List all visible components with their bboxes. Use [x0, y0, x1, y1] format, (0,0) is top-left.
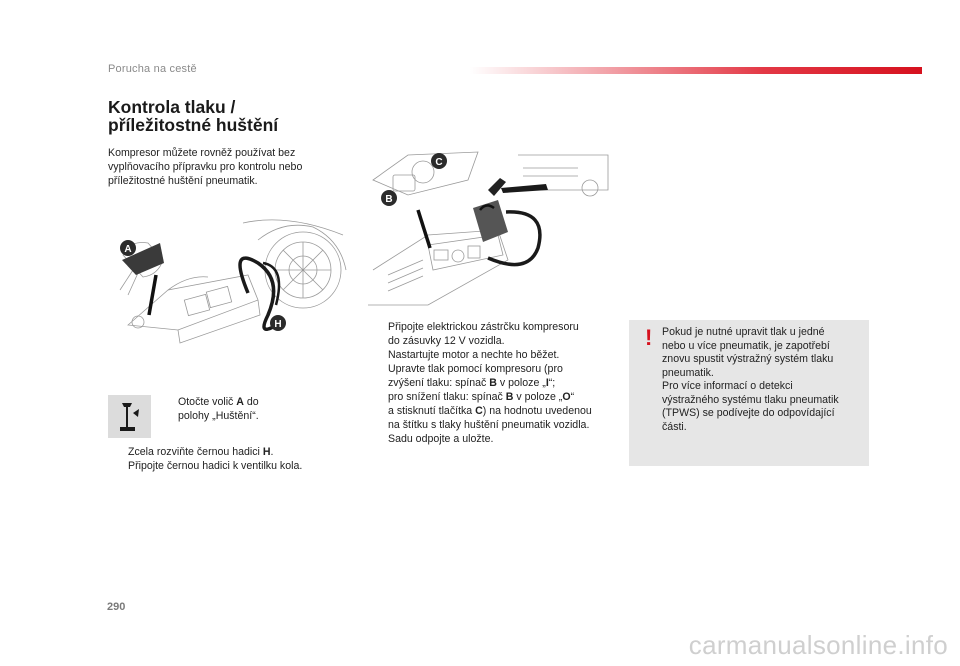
list-item — [368, 320, 592, 348]
list-item — [368, 362, 592, 432]
callout-a-label: A — [124, 244, 132, 255]
callout-h-label: H — [274, 319, 282, 330]
step-text: Zcela rozviňte černou hadici — [128, 446, 263, 458]
intro-line: Kompresor můžete rovněž používat bez — [108, 147, 296, 159]
header-accent-bar — [470, 67, 922, 74]
warning-line: výstražného systému tlaku pneumatik — [662, 393, 839, 406]
step-text: ) na hodnotu uvedenou — [482, 405, 592, 417]
hose-instructions — [108, 445, 302, 473]
ref-c: C — [475, 405, 483, 417]
step-text: Sadu odpojte a uložte. — [388, 433, 494, 445]
warning-icon: ! — [645, 325, 653, 350]
step-text: na štítku s tlaky huštění pneumatik vozidla. — [388, 419, 590, 431]
ref-h: H — [262, 446, 271, 458]
warning-line: (TPWS) se podívejte do odpovídající — [662, 407, 835, 419]
step-text: do zásuvky 12 V vozidla. — [388, 335, 505, 347]
dial-text: do — [243, 396, 259, 408]
intro-line: příležitostné huštění pneumatik. — [108, 175, 258, 187]
dial-text: Otočte volič — [178, 396, 237, 408]
inflate-mode-icon — [108, 395, 151, 438]
list-item — [108, 445, 302, 459]
compressor-instructions — [368, 320, 592, 446]
step-text: pro snížení tlaku: spínač — [388, 391, 506, 403]
step-text: zvýšení tlaku: spínač — [388, 377, 490, 389]
step-text: a stisknutí tlačítka — [388, 405, 476, 417]
ref-o: O — [562, 391, 571, 403]
dial-instruction — [158, 395, 259, 423]
dial-ref-a: A — [236, 396, 244, 408]
intro-line: vyplňovacího přípravku pro kontrolu nebo — [108, 161, 303, 173]
page-title — [108, 98, 348, 134]
list-item — [368, 432, 592, 446]
step-text: v poloze „ — [513, 391, 563, 403]
page-title-line-2: příležitostné huštění — [108, 115, 279, 135]
step-text: “ — [570, 391, 575, 403]
warning-note — [629, 320, 869, 466]
step-text: Nastartujte motor a nechte ho běžet. — [388, 349, 560, 361]
step-text: Upravte tlak pomocí kompresoru (pro — [388, 363, 563, 375]
compressor-socket-illustration — [368, 150, 610, 310]
step-text: Připojte černou hadici k ventilku kola. — [128, 460, 303, 472]
ref-b: B — [489, 377, 497, 389]
list-item — [158, 395, 259, 423]
warning-line: Pro více informací o detekci — [662, 380, 793, 392]
watermark: carmanualsonline.info — [688, 630, 948, 660]
compressor-hose-illustration — [108, 215, 348, 345]
intro-paragraph — [108, 146, 343, 188]
list-item — [368, 348, 592, 362]
warning-line: znovu spustit výstražný systém tlaku — [662, 353, 834, 365]
warning-line: Pokud je nutné upravit tlak u jedné — [662, 326, 825, 338]
step-text: v poloze „ — [496, 377, 546, 389]
ref-b: B — [505, 391, 514, 403]
warning-line: pneumatik. — [662, 366, 714, 379]
callout-h — [270, 315, 286, 331]
callout-c — [431, 153, 447, 169]
warning-text — [662, 326, 862, 434]
list-item — [108, 459, 302, 473]
page-number: 290 — [107, 601, 126, 613]
step-text: “; — [548, 377, 556, 389]
page-title-line-1: Kontrola tlaku / — [108, 97, 236, 117]
warning-line: části. — [662, 420, 687, 433]
dial-text: polohy „Huštění“. — [178, 410, 259, 422]
callout-b-label: B — [385, 194, 393, 205]
callout-c-label: C — [435, 157, 443, 168]
warning-line: nebo u více pneumatik, je zapotřebí — [662, 339, 830, 352]
callout-b — [381, 190, 397, 206]
running-header: Porucha na cestě — [108, 63, 197, 75]
step-text: . — [270, 446, 274, 458]
callout-a — [120, 240, 136, 256]
ref-i: I — [545, 377, 549, 389]
step-text: Připojte elektrickou zástrčku kompresoru — [388, 321, 579, 333]
